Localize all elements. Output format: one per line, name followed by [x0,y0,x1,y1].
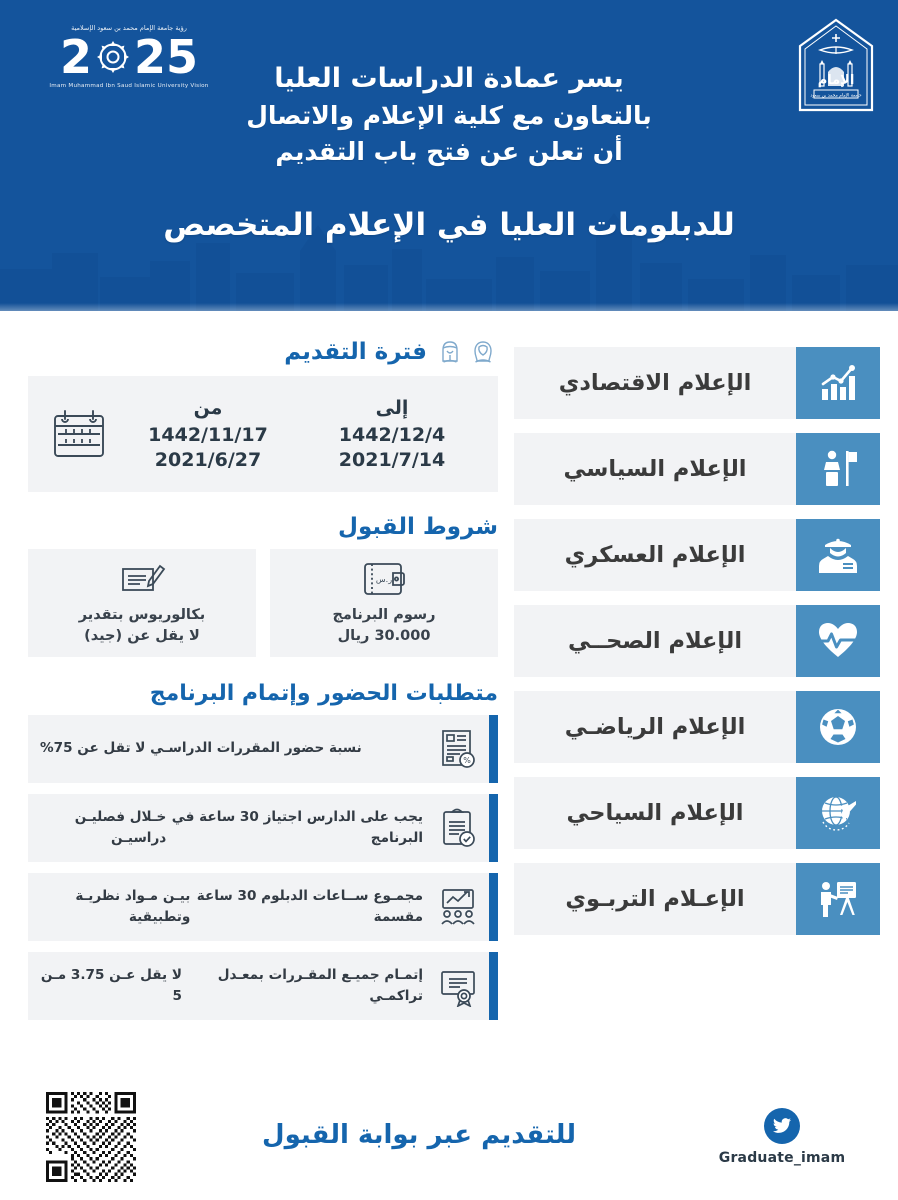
program-item-tourism[interactable] [514,777,880,849]
svg-text:جامعة الإمام محمد بن سعود: جامعة الإمام محمد بن سعود [810,93,862,99]
poster-header [0,0,898,311]
period-from-gregorian: 2021/6/27 [154,449,262,471]
requirement-accent-bar [489,715,498,783]
period-to-column [300,397,484,471]
program-item-health[interactable] [514,605,880,677]
period-from-label: من [193,397,223,419]
heart-pulse-icon [796,605,880,677]
program-label: الإعلام السياحي [514,777,796,849]
period-from-hijri: 1442/11/17 [148,424,268,446]
admission-conditions-heading [28,514,498,540]
soldier-icon [796,519,880,591]
requirement-accent-bar [489,873,498,941]
details-column [0,329,504,1073]
condition-text [332,605,435,646]
program-requirements-heading [28,681,498,706]
program-label: الإعلام الصحــي [514,605,796,677]
certificate-pen-icon [118,559,166,599]
man-avatar-icon [435,337,465,367]
bar-chart-growth-icon [796,347,880,419]
requirement-accent-bar [489,952,498,1020]
program-item-economic[interactable] [514,347,880,419]
condition-line-1: رسوم البرنامج [332,607,436,624]
calendar-icon [42,408,116,460]
vision-digit-left: 2 [59,30,92,84]
program-label: الإعلام الاقتصادي [514,347,796,419]
section-title: متطلبات الحضور وإتمام البرنامج [149,681,498,706]
requirement-text [28,873,427,941]
header-highlight-title: للدبلومات العليا في الإعلام المتخصص [163,207,735,243]
requirement-item-gpa [28,952,498,1020]
application-period-card [28,376,498,492]
header-line-3: أن تعلن عن فتح باب التقديم [275,136,623,166]
requirement-line-2: لا يقل عـن 3.75 مـن 5 [40,966,182,1004]
requirement-line-2: بيـن مـواد نظريـة وتطبيقية [75,887,191,925]
requirements-list [28,715,498,1020]
period-to-gregorian: 2021/7/14 [338,449,446,471]
admission-conditions-row [28,549,498,657]
requirement-line-1: نسبة حضور المقررات الدراسـي لا تقل عن 75% [40,740,362,757]
podium-flag-icon [796,433,880,505]
vision-logo-english: Imam Muhammad Ibn Saud Islamic University Vision [49,83,209,89]
requirement-line-1: يجب على الدارس اجتياز 30 ساعة في البرنامج [171,808,423,846]
condition-text [79,605,205,646]
condition-card-degree [28,549,256,657]
document-percent-icon [427,715,489,783]
requirement-item-hours [28,794,498,862]
certificate-award-icon [427,952,489,1020]
program-label: الإعلام الرياضـي [514,691,796,763]
woman-avatar-icon [468,337,498,367]
requirement-line-1: مجمـوع ســاعات الدبلوم 30 ساعة مقسمة [196,887,423,925]
program-item-political[interactable] [514,433,880,505]
twitter-bird-icon[interactable] [764,1108,800,1144]
presentation-audience-icon [427,873,489,941]
twitter-account[interactable] [702,1108,862,1166]
requirement-item-total-hours [28,873,498,941]
application-period-heading [28,337,498,367]
section-title: شروط القبول [338,514,498,540]
qr-code-icon[interactable] [46,1092,136,1182]
poster-footer [0,1073,898,1200]
twitter-handle: Graduate_imam [718,1149,846,1166]
soccer-ball-icon [796,691,880,763]
requirement-line-1: إتمـام جميـع المقـررات بمعـدل تراكمـي [217,966,423,1004]
section-title: فترة التقديم [284,339,427,365]
header-announcement-text [0,60,898,169]
svg-text:%: % [463,756,471,765]
vision-logo-arabic: رؤية جامعة الإمام محمد بن سعود الإسلامية [71,24,187,32]
teacher-board-icon [796,863,880,935]
requirement-line-2: خـلال فصليـن دراسيـن [74,808,167,846]
period-from-column [116,397,300,471]
requirement-text [28,794,427,862]
wallet-icon [360,559,408,599]
svg-text:الإمام: الإمام [817,73,855,88]
condition-card-fees [270,549,498,657]
program-item-military[interactable] [514,519,880,591]
vision-digit-right: 25 [134,30,199,84]
programs-column [504,329,898,1073]
program-list [514,337,880,935]
program-item-educational[interactable] [514,863,880,935]
program-label: الإعلام السياسي [514,433,796,505]
svg-text:ر.س: ر.س [375,575,393,585]
header-line-1: يسر عمادة الدراسات العليا [274,63,624,94]
requirement-text [28,952,427,1020]
globe-plane-icon [796,777,880,849]
condition-line-2: 30.000 ريال [337,628,431,644]
applicants-avatars [435,337,498,367]
program-label: الإعـلام التربـوي [514,863,796,935]
poster-body [0,311,898,1073]
program-item-sports[interactable] [514,691,880,763]
program-label: الإعلام العسكري [514,519,796,591]
requirement-text [28,715,427,783]
condition-line-2: لا يقل عن (جيد) [84,628,200,644]
condition-line-1: بكالوريوس بتقدير [78,607,206,624]
clipboard-check-icon [427,794,489,862]
requirement-accent-bar [489,794,498,862]
qr-code-container[interactable] [36,1092,136,1182]
header-fade [0,303,898,311]
period-to-hijri: 1442/12/4 [338,424,446,446]
header-line-2: بالتعاون مع كلية الإعلام والاتصال [246,101,652,131]
requirement-item-attendance [28,715,498,783]
apply-cta-text: للتقديم عبر بوابة القبول [262,1119,576,1150]
period-to-label: إلى [375,397,409,419]
